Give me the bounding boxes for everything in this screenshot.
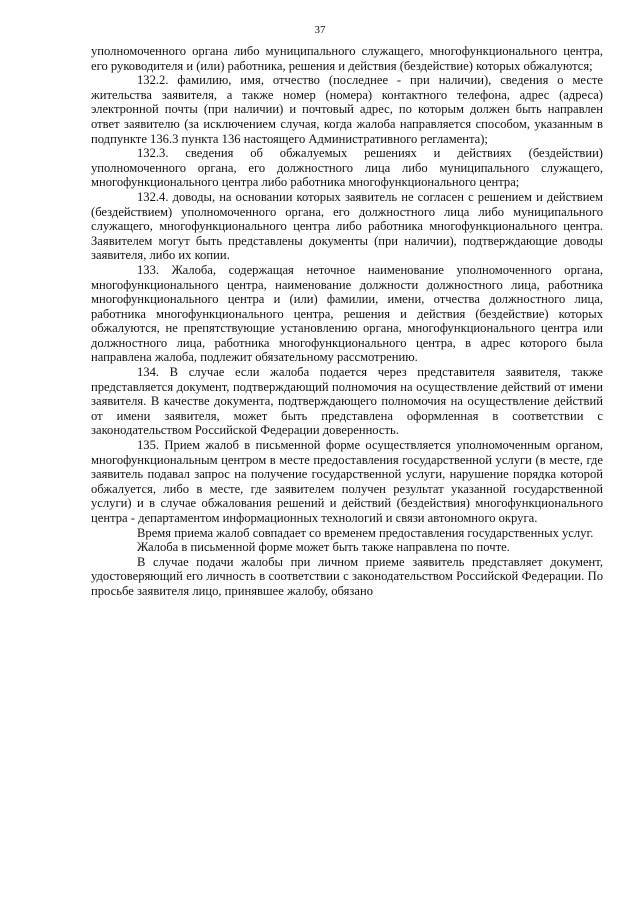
paragraph-132-4: 132.4. доводы, на основании которых заявитель не согласен с решением и действием (бездействием) уполномоченного органа, его должностного лица либо муниципального служащего, многофункционального центра либо работника многофункционального центра. Заявителем могут быть представлены документы (при наличии), подтверждающие доводы заявителя, либо их копии. — [91, 189, 603, 263]
paragraph-134: 134. В случае если жалоба подается через представителя заявителя, также представляется документ, подтверждающий полномочия на осуществление действий от имени заявителя. В качестве документа, подтверждающего полномочия на осуществление действий от имени заявителя, может быть представлена оформленная в соответствии с законодательством Российской Федерации доверенность. — [91, 365, 603, 438]
paragraph-mail: Жалоба в письменной форме может быть также направлена по почте. — [137, 540, 510, 555]
paragraph-135: 135. Прием жалоб в письменной форме осуществляется уполномоченным органом, многофункциональным центром в месте предоставления государственной услуги (в месте, где заявитель подавал запрос на получение государственной услуги, нарушение порядка которой обжалуется, либо в месте, где заявителем получен результат указанной государственной услуги) и в случае обжалования решений и действий (бездействия) многофункционального центра - департаментом информационных технологий и связи автономного округа. — [91, 438, 603, 525]
paragraph-personal-reception: В случае подачи жалобы при личном приеме заявитель представляет документ, удостоверяющий его личность в соответствии с законодательством Российской Федерации. По просьбе заявителя лицо, принявшее жалобу, обязано — [91, 554, 603, 598]
paragraph-133: 133. Жалоба, содержащая неточное наименование уполномоченного органа, многофункционального центра, наименование должности должностного лица, работника многофункционального центра и (или) фамилии, имени, отчества должностного лица, работника многофункционального центра, решения и действия (бездействие) которых обжалуются, не препятствующие установлению органа, многофункционального центра или должностного лица, работника многофункционального центра, в адрес которого была направлена жалоба, подлежит обязательному рассмотрению. — [91, 262, 603, 365]
page-number: 37 — [314, 24, 326, 36]
paragraph-132-2: 132.2. фамилию, имя, отчество (последнее - при наличии), сведения о месте жительства заявителя, а также номер (номера) контактного телефона, адрес (адреса) электронной почты (при наличии) и почтовый адрес, по которым должен быть направлен ответ заявителю (за исключением случая, когда жалоба направляется способом, указанным в подпункте 136.3 пункта 136 настоящего Административного регламента); — [91, 73, 603, 146]
paragraph-132-3: 132.3. сведения об обжалуемых решениях и действиях (бездействии) уполномоченного органа, его должностного лица либо муниципального служащего, многофункционального центра либо работника многофункционального центра; — [91, 146, 603, 190]
paragraph-reception-time: Время приема жалоб совпадает со временем предоставления государственных услуг. — [137, 525, 594, 540]
paragraph: уполномоченного органа либо муниципального служащего, многофункционального центра, его руководителя и (или) работника, решения и действия (бездействие) которых обжалуются; — [91, 44, 603, 73]
document-body — [91, 44, 603, 599]
